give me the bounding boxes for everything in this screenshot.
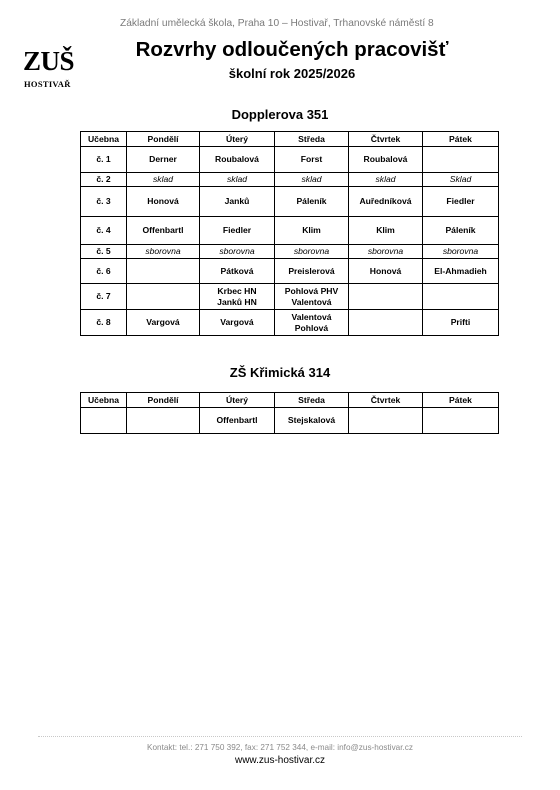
footer-website: www.zus-hostivar.cz <box>234 755 326 766</box>
table-row <box>81 173 499 187</box>
table-row <box>81 259 499 284</box>
room-cell: č. 1 <box>81 147 127 173</box>
footer-divider <box>38 736 522 737</box>
schedule-cell: Klim <box>349 217 423 245</box>
table-row <box>81 408 499 434</box>
schedule-cell: sklad <box>275 173 349 187</box>
schedule-cell: sklad <box>127 173 200 187</box>
table-row <box>81 310 499 336</box>
schedule-cell: Auředníková <box>349 187 423 217</box>
logo-main-text: ZUŠ <box>23 46 75 76</box>
room-cell: č. 7 <box>81 284 127 310</box>
schedule-cell <box>349 310 423 336</box>
school-address: Základní umělecká škola, Praha 10 – Hostivař, Trhanovské náměstí 8 <box>120 18 434 29</box>
schedule-cell: Honová <box>349 259 423 284</box>
schedule-cell: sborovna <box>423 245 499 259</box>
schedule-cell: Vargová <box>127 310 200 336</box>
schedule-cell: Janků <box>200 187 275 217</box>
schedule-cell: sborovna <box>275 245 349 259</box>
table-header-row <box>81 132 499 147</box>
schedule-cell: Páleník <box>423 217 499 245</box>
column-header: Úterý <box>200 132 275 147</box>
room-cell: č. 3 <box>81 187 127 217</box>
column-header: Učebna <box>81 132 127 147</box>
column-header: Pondělí <box>127 393 200 408</box>
schedule-cell: Páleník <box>275 187 349 217</box>
schedule-cell: Valentová Pohlová <box>275 310 349 336</box>
schedule-cell: sklad <box>200 173 275 187</box>
room-cell: č. 4 <box>81 217 127 245</box>
table-row <box>81 217 499 245</box>
schedule-cell: Pátková <box>200 259 275 284</box>
schedule-cell: Vargová <box>200 310 275 336</box>
column-header: Pondělí <box>127 132 200 147</box>
table-header-row <box>81 393 499 408</box>
column-header: Středa <box>275 393 349 408</box>
schedule-cell <box>127 259 200 284</box>
schedule-table-krimicka <box>80 392 499 434</box>
schedule-cell: El-Ahmadieh <box>423 259 499 284</box>
page-title: Rozvrhy odloučených pracovišť <box>135 38 449 61</box>
column-header: Pátek <box>423 132 499 147</box>
schedule-table-dopplerova <box>80 131 499 336</box>
column-header: Čtvrtek <box>349 132 423 147</box>
school-year: školní rok 2025/2026 <box>228 66 356 81</box>
room-cell <box>81 408 127 434</box>
schedule-cell: sborovna <box>349 245 423 259</box>
schedule-cell: Forst <box>275 147 349 173</box>
room-cell: č. 8 <box>81 310 127 336</box>
schedule-cell: Offenbartl <box>127 217 200 245</box>
room-cell: č. 5 <box>81 245 127 259</box>
column-header: Úterý <box>200 393 275 408</box>
schedule-cell: Fiedler <box>200 217 275 245</box>
schedule-cell: Krbec HN Janků HN <box>200 284 275 310</box>
column-header: Čtvrtek <box>349 393 423 408</box>
schedule-cell <box>423 284 499 310</box>
table-row <box>81 245 499 259</box>
schedule-cell <box>349 408 423 434</box>
schedule-cell: Honová <box>127 187 200 217</box>
footer-contact: Kontakt: tel.: 271 750 392, fax: 271 752 344, e-mail: info@zus-hostivar.cz <box>147 743 413 752</box>
schedule-cell <box>349 284 423 310</box>
schedule-cell: Pohlová PHV Valentová <box>275 284 349 310</box>
schedule-cell: sborovna <box>127 245 200 259</box>
table-row <box>81 284 499 310</box>
column-header: Učebna <box>81 393 127 408</box>
schedule-cell: Klim <box>275 217 349 245</box>
column-header: Pátek <box>423 393 499 408</box>
schedule-cell: Fiedler <box>423 187 499 217</box>
schedule-cell: Roubalová <box>349 147 423 173</box>
schedule-cell: Derner <box>127 147 200 173</box>
table-row <box>81 147 499 173</box>
schedule-cell <box>127 284 200 310</box>
schedule-cell: Offenbartl <box>200 408 275 434</box>
table-row <box>81 187 499 217</box>
schedule-cell: sborovna <box>200 245 275 259</box>
schedule-cell: Roubalová <box>200 147 275 173</box>
schedule-cell <box>423 147 499 173</box>
room-cell: č. 2 <box>81 173 127 187</box>
room-cell: č. 6 <box>81 259 127 284</box>
schedule-cell <box>423 408 499 434</box>
schedule-cell: Prifti <box>423 310 499 336</box>
schedule-cell: Sklad <box>423 173 499 187</box>
schedule-cell <box>127 408 200 434</box>
column-header: Středa <box>275 132 349 147</box>
schedule-cell: Stejskalová <box>275 408 349 434</box>
schedule-cell: sklad <box>349 173 423 187</box>
section-title-dopplerova: Dopplerova 351 <box>231 107 329 122</box>
logo-sub-text: HOSTIVAŘ <box>24 79 71 89</box>
section-title-krimicka: ZŠ Křimická 314 <box>229 365 331 380</box>
schedule-cell: Preislerová <box>275 259 349 284</box>
